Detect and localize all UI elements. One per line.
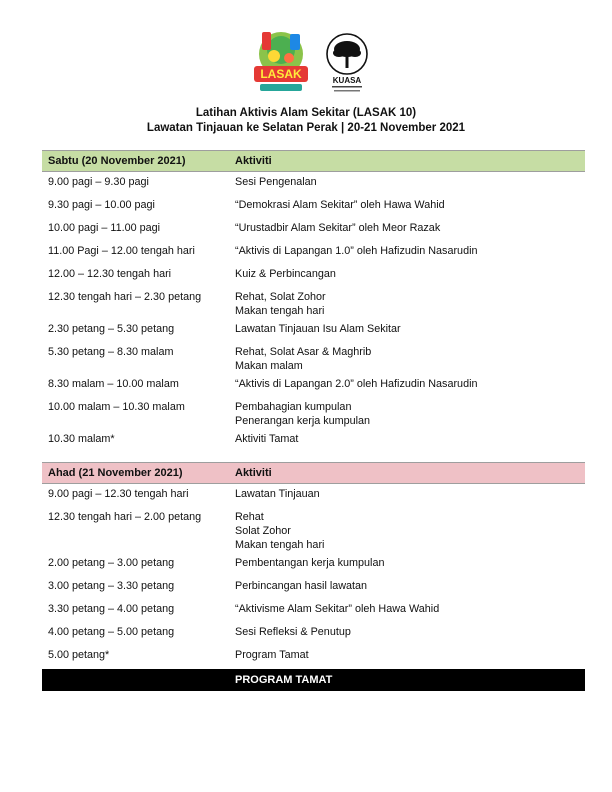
schedule-activity [231,432,298,446]
activity-line: Lawatan Tinjauan [235,488,320,500]
schedule-row [42,602,585,616]
activity-line: Pembentangan kerja kumpulan [235,557,385,569]
activity-line: Sesi Pengenalan [235,176,317,188]
schedule-row [42,377,585,391]
schedule-activity [231,175,317,189]
schedule-time: 5.30 petang – 8.30 malam [48,346,174,358]
activity-line: “Aktivis di Lapangan 2.0” oleh Hafizudin Nasarudin [235,378,478,390]
lasak-logo-text: LASAK [260,67,302,81]
schedule-row [42,510,585,552]
schedule-row [42,267,585,281]
schedule-time: 10.00 pagi – 11.00 pagi [48,222,161,234]
activity-line: Kuiz & Perbincangan [235,268,336,280]
activity-line: Makan tengah hari [235,305,325,317]
activity-line: Rehat [235,511,264,523]
schedule-activity [231,625,351,639]
schedule-row [42,244,585,258]
schedule-activity [231,400,370,428]
schedule-row [42,322,585,336]
day-1-header-date: Sabtu (20 November 2021) [48,155,186,167]
logo-group [250,28,370,100]
schedule-activity [231,267,336,281]
kuasa-logo [324,32,370,94]
document-title [0,106,612,136]
program-end-label: PROGRAM TAMAT [235,674,333,686]
activity-line: Aktiviti Tamat [235,433,299,445]
activity-line: Rehat, Solat Zohor [235,291,326,303]
schedule-activity [231,322,401,336]
schedule-time: 12.00 – 12.30 tengah hari [48,268,172,280]
activity-line: Makan malam [235,360,303,372]
schedule-time: 4.00 petang – 5.00 petang [48,626,175,638]
schedule-activity [231,221,440,235]
schedule-day-2 [42,462,585,662]
schedule-row [42,400,585,428]
day-2-header [42,462,585,484]
schedule-activity [231,556,384,570]
day-2-header-activity: Aktiviti [235,467,272,479]
schedule-time: 3.00 petang – 3.30 petang [48,580,175,592]
schedule-activity [231,602,439,616]
activity-line: “Urustadbir Alam Sekitar” oleh Meor Razak [235,222,441,234]
schedule-activity [231,290,326,318]
schedule-row [42,648,585,662]
activity-line: Makan tengah hari [235,539,325,551]
day-1-header [42,150,585,172]
activity-line: Solat Zohor [235,525,291,537]
activity-line: Program Tamat [235,649,309,661]
schedule-activity [231,345,371,373]
schedule-row [42,175,585,189]
schedule-time: 2.30 petang – 5.30 petang [48,323,175,335]
schedule-activity [231,244,477,258]
day-1-rows [42,175,585,446]
schedule-activity [231,579,367,593]
schedule-day-1 [42,150,585,446]
schedule-time: 9.00 pagi – 12.30 tengah hari [48,488,189,500]
schedule-row [42,487,585,501]
day-1-header-activity: Aktiviti [235,155,272,167]
program-end-bar [42,669,585,691]
kuasa-logo-text: KUASA [332,76,362,85]
schedule-row [42,556,585,570]
schedule-activity [231,487,320,501]
schedule-time: 10.30 malam* [48,433,115,445]
title-line-1: Latihan Aktivis Alam Sekitar (LASAK 10) [195,107,417,119]
activity-line: “Demokrasi Alam Sekitar” oleh Hawa Wahid [235,199,445,211]
activity-line: Penerangan kerja kumpulan [235,415,371,427]
activity-line: Rehat, Solat Asar & Maghrib [235,346,372,358]
schedule-activity [231,510,324,552]
schedule-time: 2.00 petang – 3.00 petang [48,557,175,569]
schedule-time: 11.00 Pagi – 12.00 tengah hari [48,245,195,257]
schedule-row [42,290,585,318]
activity-line: Sesi Refleksi & Penutup [235,626,351,638]
schedule-time: 10.00 malam – 10.30 malam [48,401,185,413]
activity-line: Perbincangan hasil lawatan [235,580,368,592]
schedule-time: 3.30 petang – 4.00 petang [48,603,175,615]
lasak-logo [250,28,312,94]
activity-line: “Aktivisme Alam Sekitar” oleh Hawa Wahid [235,603,440,615]
schedule-time: 12.30 tengah hari – 2.30 petang [48,291,202,303]
activity-line: Pembahagian kumpulan [235,401,352,413]
activity-line: Lawatan Tinjauan Isu Alam Sekitar [235,323,401,335]
schedule-row [42,432,585,446]
schedule-row [42,579,585,593]
title-line-2: Lawatan Tinjauan ke Selatan Perak | 20-21 November 2021 [146,122,466,134]
schedule-row [42,221,585,235]
day-2-rows [42,487,585,662]
schedule-time: 8.30 malam – 10.00 malam [48,378,179,390]
day-2-header-date: Ahad (21 November 2021) [48,467,183,479]
schedule-activity [231,198,445,212]
schedule-time: 12.30 tengah hari – 2.00 petang [48,511,202,523]
schedule-time: 9.00 pagi – 9.30 pagi [48,176,149,188]
schedule-time: 9.30 pagi – 10.00 pagi [48,199,155,211]
schedule-row [42,345,585,373]
activity-line: “Aktivis di Lapangan 1.0” oleh Hafizudin Nasarudin [235,245,478,257]
schedule-time: 5.00 petang* [48,649,110,661]
schedule-activity [231,377,477,391]
schedule-row [42,625,585,639]
schedule-row [42,198,585,212]
schedule-activity [231,648,309,662]
